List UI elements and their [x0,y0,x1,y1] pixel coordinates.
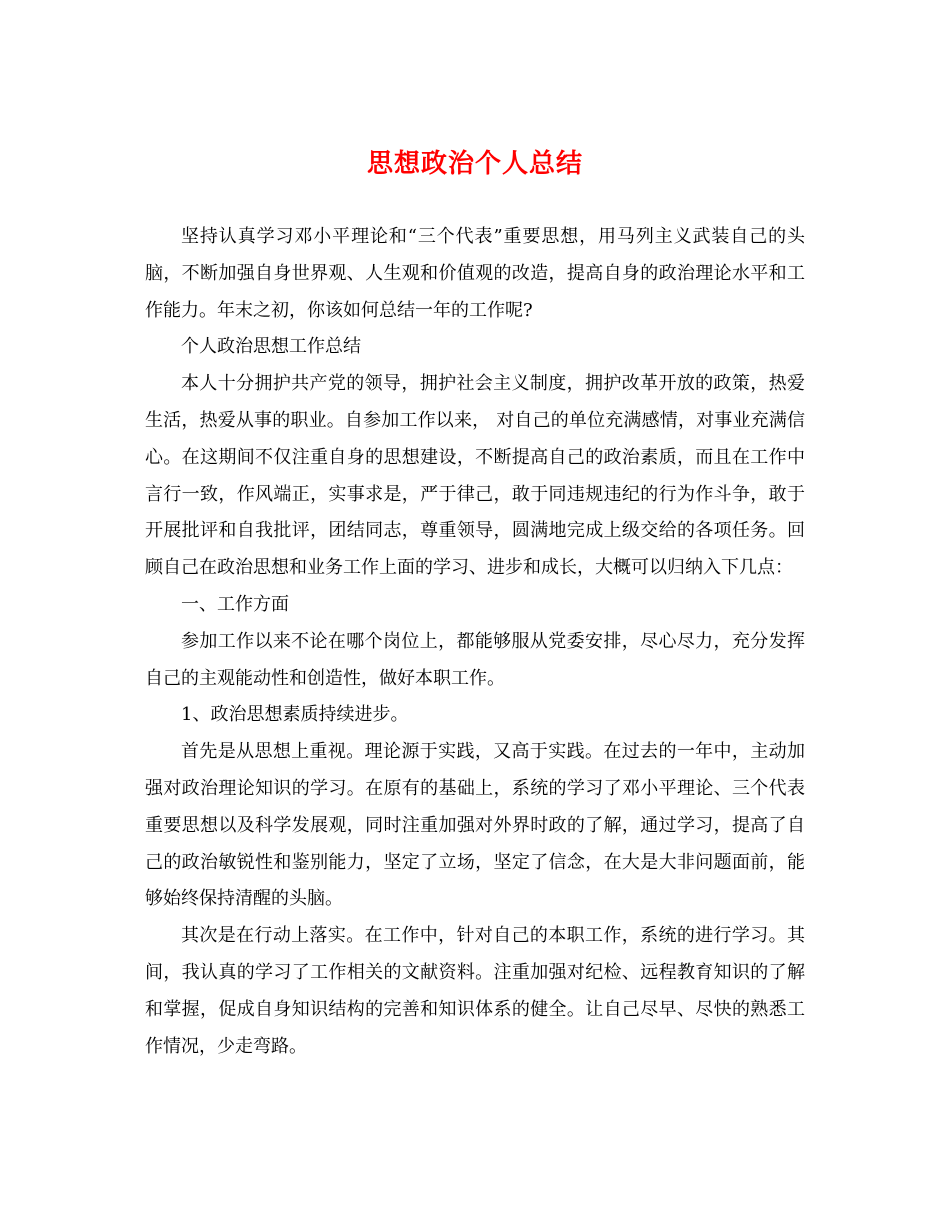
document-title: 思想政治个人总结 [366,149,583,179]
subtitle-paragraph: 个人政治思想工作总结 [181,336,361,358]
body-paragraph: 参加工作以来不论在哪个岗位上，都能够服从党委安排，尽心尽力，充分发挥自己的主观能动性和创造性，做好本职工作。 [145,630,805,689]
section-heading: 一、工作方面 [181,593,289,615]
document-body [145,219,805,1065]
body-paragraph: 首先是从思想上重视。理论源于实践，又高于实践。在过去的一年中，主动加强对政治理论知识的学习。在原有的基础上，系统的学习了邓小平理论、三个代表重要思想以及科学发展观，同时注重加强对外界时政的了解，通过学习，提高了自己的政治敏锐性和鉴别能力，坚定了立场，坚定了信念，在大是大非问题面前，能够始终保持清醒的头脑。 [145,741,805,910]
body-paragraph: 本人十分拥护共产党的领导，拥护社会主义制度，拥护改革开放的政策，热爱生活，热爱从事的职业。自参加工作以来， 对自己的单位充满感情，对事业充满信心。在这期间不仅注重自身的思想建设，不断提高自己的政治素质，而且在工作中言行一致，作风端正，实事求是，严于律己，敢于同违规违纪的行为作斗争，敢于开展批评和自我批评，团结同志，尊重领导，圆满地完成上级交给的各项任务。回顾自己在政治思想和业务工作上面的学习、进步和成长，大概可以归纳入下几点： [145,373,805,579]
body-paragraph: 其次是在行动上落实。在工作中，针对自己的本职工作，系统的进行学习。其间，我认真的学习了工作相关的文献资料。注重加强对纪检、远程教育知识的了解和掌握，促成自身知识结构的完善和知识体系的健全。让自己尽早、尽快的熟悉工作情况，少走弯路。 [145,925,805,1057]
subsection-heading: 1、政治思想素质持续进步。 [181,704,409,726]
intro-paragraph: 坚持认真学习邓小平理论和“三个代表”重要思想，用马列主义武装自己的头脑，不断加强自身世界观、人生观和价值观的改造，提高自身的政治理论水平和工作能力。年末之初，你该如何总结一年的工作呢? [145,226,805,321]
